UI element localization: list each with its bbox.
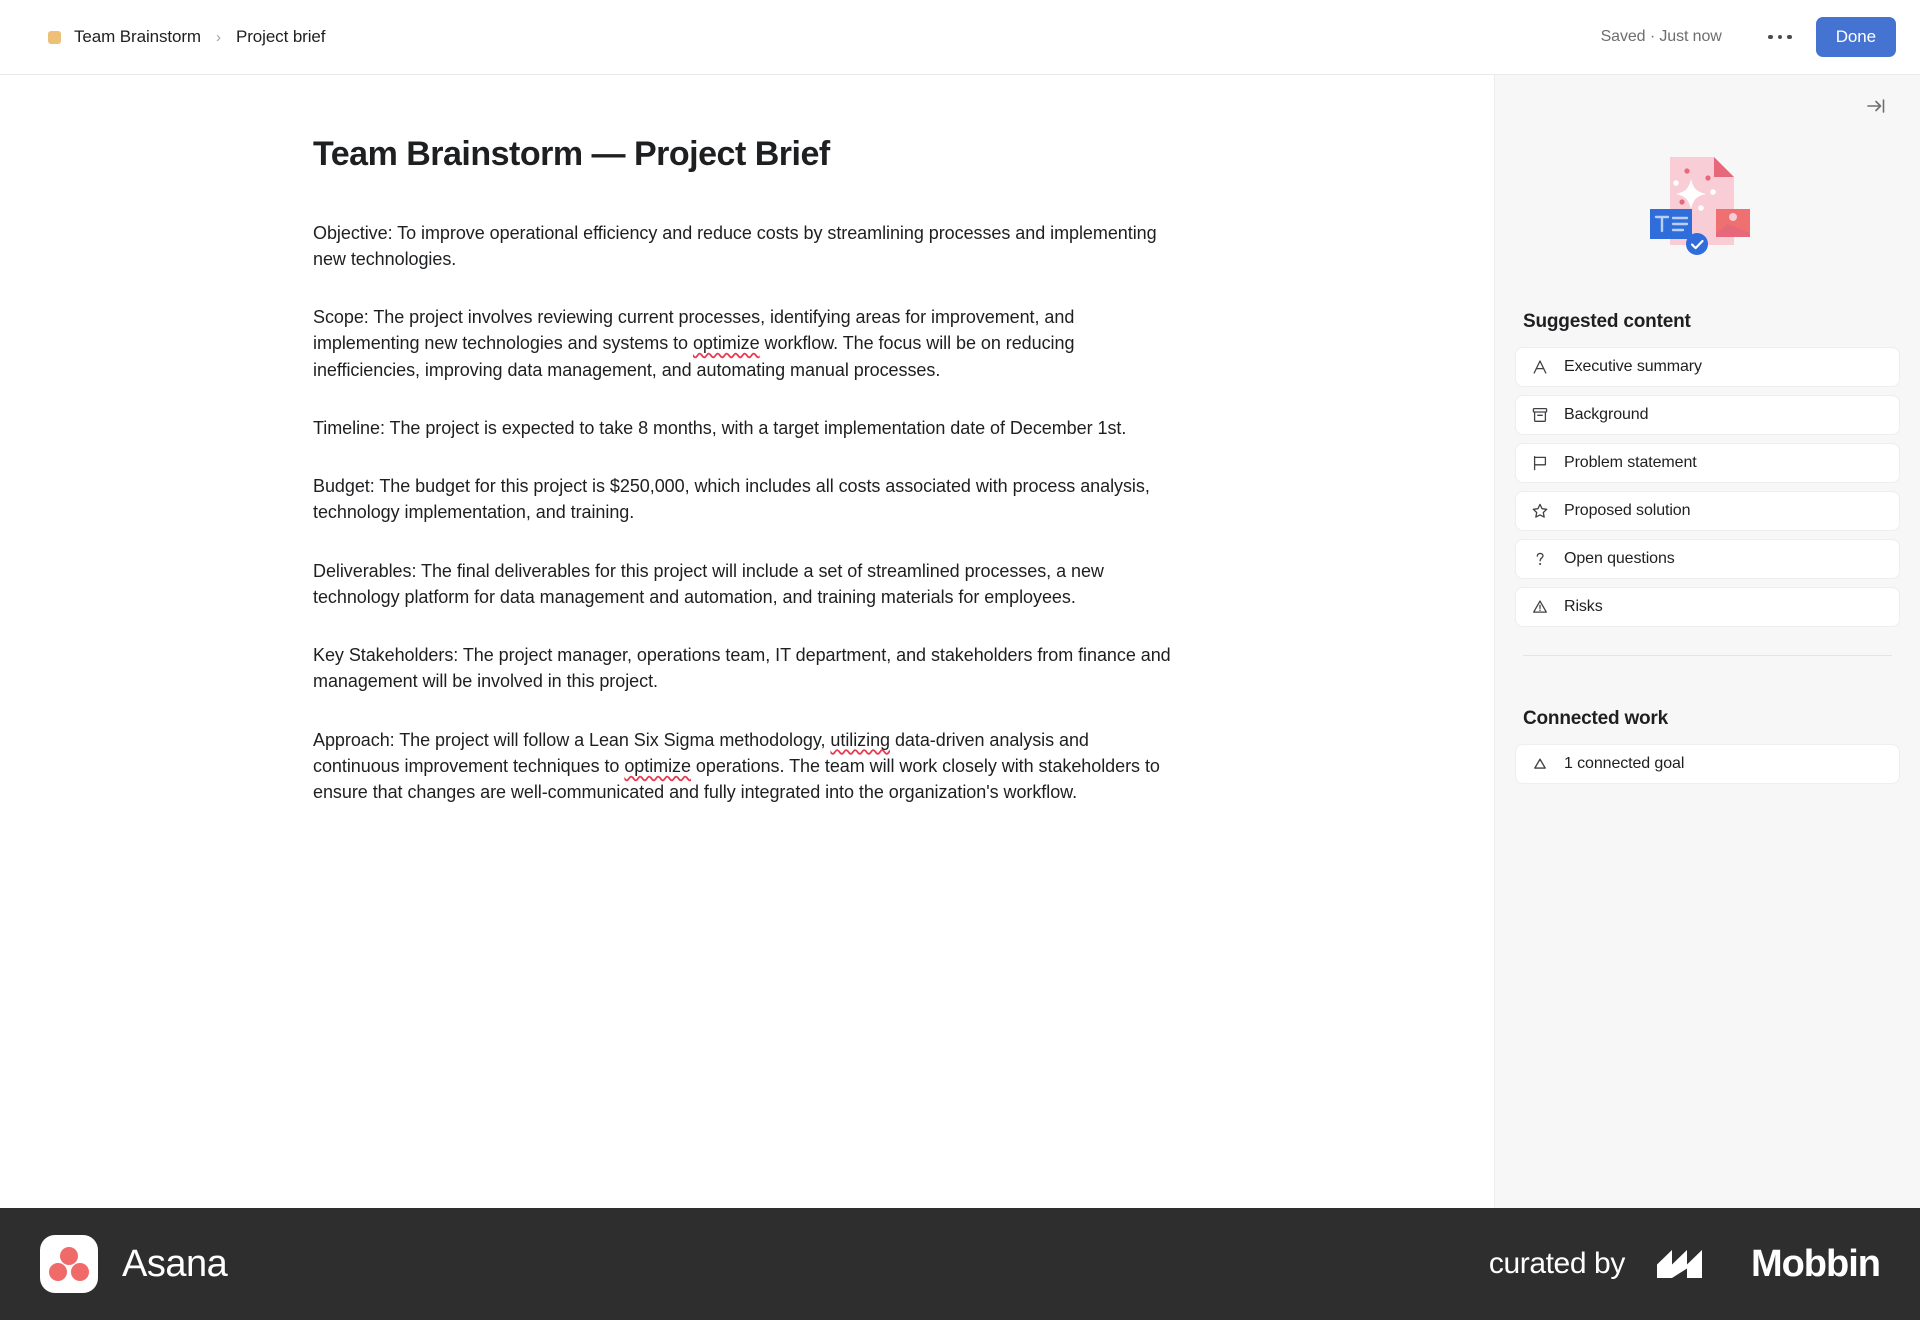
logo-dot bbox=[60, 1247, 78, 1265]
suggested-item-executive-summary[interactable] bbox=[1515, 347, 1900, 387]
footer-bar bbox=[0, 1208, 1920, 1320]
document-paragraph[interactable] bbox=[313, 304, 1173, 383]
asana-brand bbox=[40, 1235, 227, 1293]
suggested-item-label: Executive summary bbox=[1564, 358, 1702, 375]
document-sparkle-illustration bbox=[1644, 147, 1772, 265]
project-color-dot bbox=[48, 31, 61, 44]
curated-by-text: curated by bbox=[1488, 1247, 1625, 1280]
collapse-panel-icon bbox=[1865, 95, 1887, 117]
asana-wordmark: Asana bbox=[122, 1242, 228, 1285]
document-pane[interactable] bbox=[0, 75, 1494, 1208]
done-button[interactable]: Done bbox=[1816, 17, 1896, 57]
suggested-item-risks[interactable] bbox=[1515, 587, 1900, 627]
paragraph-text: Deliverables: The final deliverables for this project will include a set of streamlined processes, a new technology platform for data management and automation, and training materials for employees. bbox=[313, 560, 1104, 607]
connected-work-list bbox=[1515, 744, 1900, 784]
paragraph-text: Scope: The project involves reviewing current processes, identifying areas for improvement, and implementing new technologies and systems to bbox=[313, 307, 1075, 354]
paragraph-text: Key Stakeholders: The project manager, operations team, IT department, and stakeholders from finance and management will be involved in this project. bbox=[313, 645, 1171, 692]
logo-dot bbox=[49, 1263, 67, 1281]
goal-triangle-icon bbox=[1530, 754, 1550, 774]
logo-dot bbox=[71, 1263, 89, 1281]
dot-icon bbox=[1778, 35, 1783, 40]
flag-icon bbox=[1530, 453, 1550, 473]
suggested-item-problem-statement[interactable] bbox=[1515, 443, 1900, 483]
mobbin-brand bbox=[1655, 1242, 1880, 1286]
connected-work-item-label: 1 connected goal bbox=[1564, 755, 1685, 772]
dot-icon bbox=[1768, 35, 1773, 40]
document-content bbox=[313, 75, 1213, 805]
breadcrumb-separator-icon: › bbox=[215, 28, 221, 46]
question-mark-icon bbox=[1530, 549, 1550, 569]
sidebar-divider bbox=[1523, 655, 1892, 656]
sidebar-header bbox=[1515, 75, 1900, 137]
suggested-item-proposed-solution[interactable] bbox=[1515, 491, 1900, 531]
save-status-text: Saved · Just now bbox=[1600, 28, 1722, 45]
connected-work-heading: Connected work bbox=[1523, 708, 1668, 729]
suggested-item-label: Proposed solution bbox=[1564, 502, 1691, 519]
spellcheck-word[interactable]: optimize bbox=[624, 755, 691, 776]
mobbin-logo bbox=[1655, 1242, 1733, 1286]
suggested-content-list bbox=[1515, 347, 1900, 627]
document-paragraph[interactable] bbox=[313, 415, 1173, 441]
paragraph-text: operations. The team will work closely with stakeholders to ensure that changes are well-communicated and fully integrated into the organization's workflow. bbox=[313, 755, 1160, 803]
suggested-content-heading: Suggested content bbox=[1523, 311, 1691, 332]
warning-triangle-icon bbox=[1530, 597, 1550, 617]
connected-work-item-goal[interactable] bbox=[1515, 744, 1900, 784]
right-sidebar bbox=[1494, 75, 1920, 1208]
top-bar-actions bbox=[1601, 17, 1896, 57]
mobbin-wordmark: Mobbin bbox=[1750, 1242, 1880, 1285]
more-options-button[interactable] bbox=[1758, 19, 1802, 55]
paragraph-text: Timeline: The project is expected to take 8 months, with a target implementation date of December 1st. bbox=[313, 417, 1127, 438]
spellcheck-word[interactable]: optimize bbox=[692, 333, 760, 354]
paragraph-text: Approach: The project will follow a Lean Six Sigma methodology, bbox=[313, 729, 831, 750]
paragraph-text: Budget: The budget for this project is $250,000, which includes all costs associated with process analysis, technology implementation, and training. bbox=[313, 476, 1150, 523]
body-split bbox=[0, 75, 1920, 1208]
suggested-content-illustration-wrap bbox=[1515, 147, 1900, 265]
document-paragraph[interactable] bbox=[313, 558, 1173, 611]
archive-box-icon bbox=[1530, 405, 1550, 425]
suggested-item-label: Risks bbox=[1564, 598, 1603, 615]
spellcheck-word[interactable]: utilizing bbox=[830, 729, 891, 750]
breadcrumb-current-page: Project brief bbox=[235, 27, 326, 46]
document-title[interactable]: Team Brainstorm — Project Brief bbox=[313, 135, 830, 173]
breadcrumb-project-link[interactable]: Team Brainstorm bbox=[74, 27, 201, 46]
collapse-panel-button[interactable] bbox=[1860, 90, 1892, 122]
paragraph-text: Objective: To improve operational efficiency and reduce costs by streamlining processes and implementing new technologies. bbox=[313, 222, 1157, 269]
dot-icon bbox=[1787, 35, 1792, 40]
suggested-item-label: Problem statement bbox=[1564, 454, 1697, 471]
curated-by-block bbox=[1489, 1242, 1880, 1286]
paragraph-text: workflow. The focus will be on reducing inefficiencies, improving data management, and automating manual processes. bbox=[313, 333, 1075, 380]
star-icon bbox=[1530, 501, 1550, 521]
top-bar bbox=[0, 0, 1920, 75]
suggested-item-background[interactable] bbox=[1515, 395, 1900, 435]
document-paragraph[interactable] bbox=[313, 642, 1173, 695]
document-paragraph[interactable] bbox=[313, 727, 1173, 806]
document-paragraph[interactable] bbox=[313, 473, 1173, 526]
breadcrumb bbox=[48, 27, 325, 47]
suggested-item-open-questions[interactable] bbox=[1515, 539, 1900, 579]
suggested-item-label: Background bbox=[1564, 406, 1649, 423]
asana-logo bbox=[40, 1235, 98, 1293]
connected-work-section bbox=[1515, 708, 1900, 784]
suggested-item-label: Open questions bbox=[1564, 550, 1675, 567]
document-paragraph[interactable] bbox=[313, 220, 1173, 273]
paragraph-text: data-driven analysis and continuous improvement techniques to bbox=[313, 729, 1089, 776]
letter-a-icon bbox=[1530, 357, 1550, 377]
